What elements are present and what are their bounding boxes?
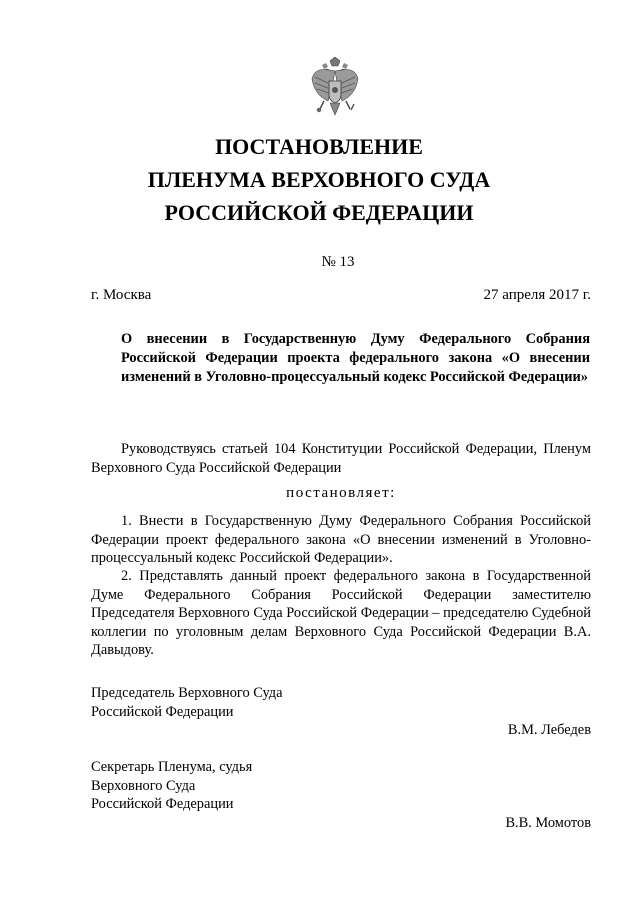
title-line-1: ПОСТАНОВЛЕНИЕ — [215, 134, 423, 159]
title-line-2: ПЛЕНУМА ВЕРХОВНОГО СУДА — [147, 167, 491, 192]
signature-block-secretary — [91, 758, 591, 832]
signature-name: В.В. Момотов — [505, 814, 591, 831]
coat-of-arms-emblem — [310, 57, 360, 119]
signature-title-line: Верховного Суда — [91, 777, 196, 794]
item-paragraph-2: 2. Представлять данный проект федерального закона в Государственной Думе Федерального Собрания Российской Федерации заместителю Председателя Верховного Суда Российской Федерации – председателю Судебной коллегии по уголовным делам Верховного Суда Российской Федерации В.А. Давыдову. — [91, 568, 591, 658]
signature-title-line: Секретарь Пленума, судья — [91, 759, 253, 775]
document-title — [0, 132, 638, 231]
signature-name: В.М. Лебедев — [507, 722, 591, 738]
signature-block-chairman — [91, 684, 591, 740]
signature-title-line: Председатель Верховного Суда — [91, 685, 283, 701]
item-paragraph-1: 1. Внести в Государственную Думу Федерального Собрания Российской Федерации проект федерального закона «О внесении изменений в Уголовно-процессуальный кодекс Российской Федерации». — [91, 513, 591, 566]
document-city: г. Москва — [91, 287, 152, 303]
document-date: 27 апреля 2017 г. — [483, 287, 591, 303]
signature-title-line: Российской Федерации — [91, 796, 234, 812]
signature-title-line: Российской Федерации — [91, 703, 234, 720]
ruling-word: постановляет: — [286, 485, 396, 501]
preamble-paragraph: Руководствуясь статьей 104 Конституции Российской Федерации, Пленум Верховного Суда Российской Федерации — [91, 441, 591, 476]
document-subject: О внесении в Государственную Думу Федерального Собрания Российской Федерации проекта федерального закона «О внесении изменений в Уголовно-процессуальный кодекс Российской Федерации» — [121, 331, 590, 385]
document-number: № 13 — [321, 254, 355, 270]
title-line-3: РОССИЙСКОЙ ФЕДЕРАЦИИ — [164, 200, 474, 225]
